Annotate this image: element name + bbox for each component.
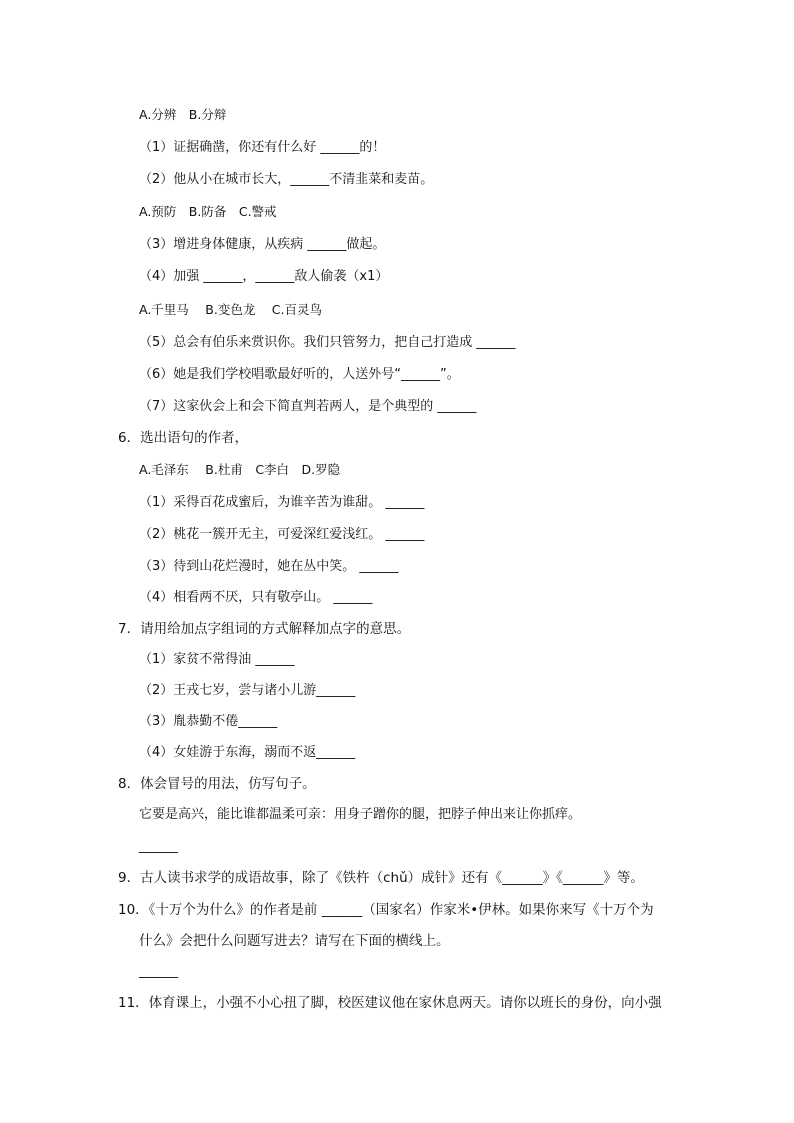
question-10-continued: 什么》会把什么问题写进去？请写在下面的横线上。 [139,933,450,949]
options-line-2: A.预防 B.防备 C.警戒 [139,204,277,219]
question-item: （1）采得百花成蜜后，为谁辛苦为谁甜。 ______ [139,495,425,510]
question-item: （2）他从小在城市长大，______不清韭菜和麦苗。 [139,172,434,187]
options-line-3: A.千里马 B.变色龙 C.百灵鸟 [139,302,323,317]
question-item: （4）女娃游于东海，溺而不返______ [139,745,356,760]
question-item: （4）相看两不厌，只有敬亭山。 ______ [139,590,373,605]
question-item: （7）这家伙会上和会下简直判若两人，是个典型的 ______ [139,399,477,414]
question-9: 9．古人读书求学的成语故事，除了《铁杵（chǔ）成针》还有《______》《______》等。 [118,870,644,886]
question-6-title: 6．选出语句的作者， [118,430,249,446]
question-item: （3）待到山花烂漫时，她在丛中笑。 ______ [139,559,399,574]
example-sentence: 它要是高兴，能比谁都温柔可亲：用身子蹭你的腿，把脖子伸出来让你抓痒。 [139,807,582,822]
question-item: （3）增进身体健康，从疾病 ______做起。 [139,237,386,252]
question-11: 11．体育课上，小强不小心扭了脚，校医建议他在家休息两天。请你以班长的身份，向小强 [118,995,662,1011]
options-line-4: A.毛泽东 B.杜甫 C李白 D.罗隐 [139,462,341,477]
question-item: （3）胤恭勤不倦______ [139,714,278,729]
answer-blank: ______ [139,839,178,854]
question-8-title: 8．体会冒号的用法，仿写句子。 [118,776,316,792]
question-item: （6）她是我们学校唱歌最好听的，人送外号“______”。 [139,367,460,382]
question-item: （1）家贫不常得油 ______ [139,652,295,667]
question-item: （2）王戎七岁，尝与诸小儿游______ [139,683,356,698]
options-line-1: A.分辨 B.分辩 [139,107,227,122]
question-item: （2）桃花一簇开无主，可爱深红爱浅红。 ______ [139,527,425,542]
question-item: （5）总会有伯乐来赏识你。我们只管努力，把自己打造成 ______ [139,335,516,350]
question-10: 10．《十万个为什么》的作者是前 ______（国家名）作家米•伊林。如果你来写《十万个为 [118,902,654,918]
question-7-title: 7．请用给加点字组词的方式解释加点字的意思。 [118,621,411,637]
question-item: （1）证据确凿，你还有什么好 ______的！ [139,140,386,155]
answer-blank: ______ [139,964,178,979]
question-item: （4）加强 ______，______敌人偷袭（x1） [139,269,389,284]
